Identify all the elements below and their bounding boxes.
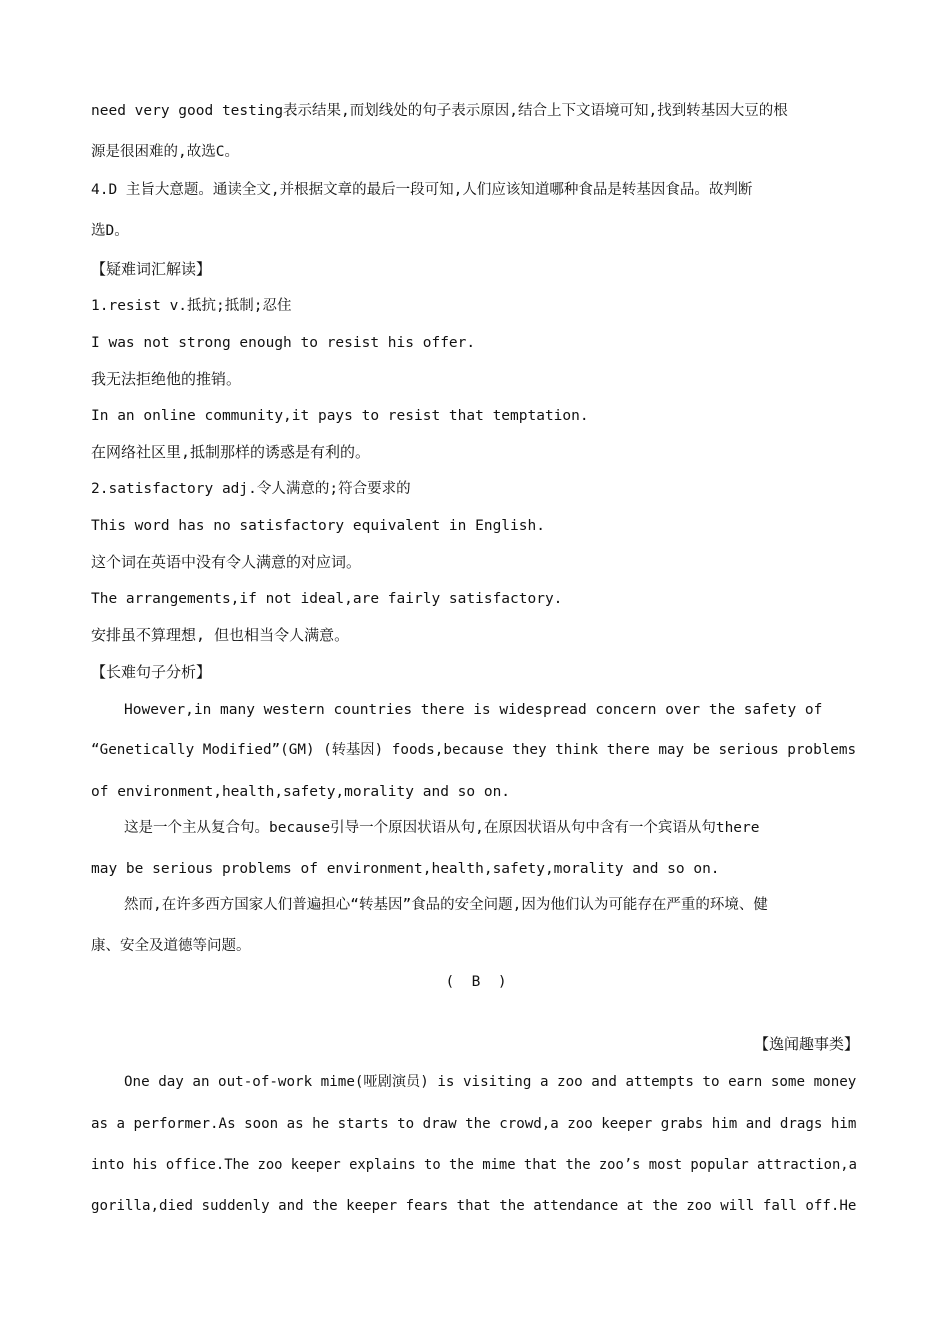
- sentence-translation-line: 康、安全及道德等问题。: [91, 938, 251, 954]
- answer-3-line-1: need very good testing表示结果,而划线处的句子表示原因,结合上下文语境可知,找到转基因大豆的根: [91, 103, 788, 119]
- section-b-label: ( B ): [445, 974, 507, 990]
- passage-line: as a performer.As soon as he starts to draw the crowd,a zoo keeper grabs him and drags him: [91, 1116, 857, 1132]
- vocab-example-en: This word has no satisfactory equivalent in English.: [91, 518, 545, 534]
- vocab-example-zh: 安排虽不算理想, 但也相当令人满意。: [91, 626, 350, 644]
- vocab-example-en: I was not strong enough to resist his offer.: [91, 335, 476, 351]
- passage-line: into his office.The zoo keeper explains to the mime that the zoo’s most popular attraction,a: [91, 1157, 857, 1173]
- vocab-example-zh: 在网络社区里,抵制那样的诱惑是有利的。: [91, 443, 371, 461]
- vocab-term-satisfactory: 2.satisfactory adj.令人满意的;符合要求的: [91, 481, 411, 497]
- sentence-analysis-line: 这是一个主从复合句。because引导一个原因状语从句,在原因状语从句中含有一个宾语从句there: [124, 820, 760, 836]
- sentence-translation-line: 然而,在许多西方国家人们普遍担心“转基因”食品的安全问题,因为他们认为可能存在严重的环境、健: [124, 897, 768, 913]
- vocab-example-zh: 我无法拒绝他的推销。: [91, 370, 242, 388]
- vocab-example-en: In an online community,it pays to resist that temptation.: [91, 408, 589, 424]
- vocab-term-resist: 1.resist v.抵抗;抵制;忍住: [91, 298, 292, 314]
- sentence-original-line: “Genetically Modified”(GM) (转基因) foods,because they think there may be serious problems: [91, 742, 857, 758]
- vocab-heading: 【疑难词汇解读】: [91, 260, 212, 278]
- passage-line: gorilla,died suddenly and the keeper fears that the attendance at the zoo will fall off.He: [91, 1198, 857, 1214]
- answer-4-line-2: 选D。: [91, 223, 129, 239]
- sentence-original-line: of environment,health,safety,morality and so on.: [91, 784, 511, 800]
- answer-4-line-1: 4.D 主旨大意题。通读全文,并根据文章的最后一段可知,人们应该知道哪种食品是转基因食品。故判断: [91, 182, 753, 198]
- passage-line: One day an out-of-work mime(哑剧演员) is visiting a zoo and attempts to earn some money: [124, 1074, 857, 1090]
- vocab-example-en: The arrangements,if not ideal,are fairly satisfactory.: [91, 591, 563, 607]
- section-b-category: 【逸闻趣事类】: [753, 1035, 859, 1053]
- sentence-analysis-line: may be serious problems of environment,health,safety,morality and so on.: [91, 861, 720, 877]
- answer-3-line-2: 源是很困难的,故选C。: [91, 144, 239, 160]
- vocab-example-zh: 这个词在英语中没有令人满意的对应词。: [91, 553, 362, 571]
- sentence-original-line: However,in many western countries there is widespread concern over the safety of: [124, 702, 823, 718]
- sentence-heading: 【长难句子分析】: [91, 663, 212, 681]
